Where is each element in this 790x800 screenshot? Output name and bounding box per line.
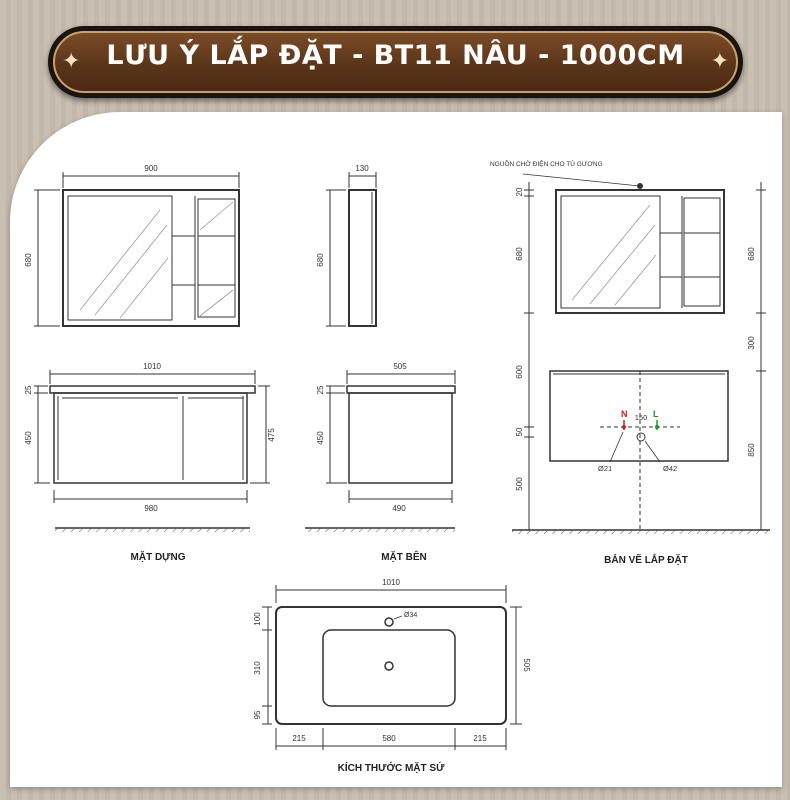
label-front-view: MẶT DỰNG (130, 552, 186, 563)
dim-drain-large: Ø42 (663, 464, 678, 473)
dim-basin-back-margin: 100 (253, 612, 262, 626)
dim-install-mirror-height: 680 (515, 247, 524, 261)
tap-hole (385, 618, 393, 626)
dim-basin-left-margin: 215 (292, 734, 306, 743)
label-basin-top: KÍCH THƯỚC MẶT SỨ (337, 763, 445, 774)
front-view (34, 172, 270, 532)
dim-basin-right-margin: 215 (473, 734, 487, 743)
front-cabinet-body (54, 393, 247, 483)
dim-basin-depth: 505 (522, 658, 531, 672)
dim-tap-hole: Ø34 (404, 612, 418, 619)
power-note: NGUỒN CHỜ ĐIỆN CHO TỦ GƯƠNG (490, 161, 603, 168)
label-side-view: MẶT BÊN (381, 552, 427, 563)
dim-basin-front-margin: 95 (253, 710, 262, 720)
basin-drain (385, 662, 393, 670)
dim-front-top-thickness: 25 (24, 385, 33, 395)
dim-front-bottom-width: 980 (144, 504, 158, 513)
dim-install-floor-gap: 500 (515, 477, 524, 491)
basin-bowl (323, 630, 455, 706)
install-view (512, 174, 770, 534)
dim-install-gap-top: 20 (515, 187, 524, 197)
side-basin-top (347, 386, 455, 393)
dim-side-body-height: 450 (316, 431, 325, 445)
dim-front-mirror-height: 680 (24, 253, 33, 267)
side-cabinet-body (349, 393, 452, 483)
dim-side-mirror-depth: 130 (355, 164, 369, 173)
cold-pipe-label: L (653, 409, 659, 419)
dim-front-mirror-width: 900 (144, 164, 158, 173)
dim-pipe-spacing: 150 (634, 413, 648, 422)
dim-basin-bowl-depth: 310 (253, 661, 262, 675)
sparkle-icon-right: ✦ (710, 48, 729, 73)
dim-side-mirror-height: 680 (316, 253, 325, 267)
page-title: LƯU Ý LẮP ĐẶT - BT11 NÂU - 1000CM (106, 40, 685, 71)
hot-pipe-label: N (621, 409, 628, 419)
dim-install-mirror-height-right: 680 (747, 247, 756, 261)
basin-top-view (262, 585, 522, 750)
dim-side-cabinet-depth: 505 (393, 362, 407, 371)
dim-side-top-thickness: 25 (316, 385, 325, 395)
dim-install-gap: 600 (515, 365, 524, 379)
dim-front-total-height: 475 (267, 428, 276, 442)
dim-basin-bowl-width: 580 (382, 734, 396, 743)
dim-front-body-height: 450 (24, 431, 33, 445)
sparkle-icon-left: ✦ (62, 48, 81, 73)
dim-install-pipe-offset: 50 (515, 427, 524, 437)
install-mirror-cabinet (556, 190, 724, 313)
side-view (305, 172, 455, 532)
dim-side-bottom-depth: 490 (392, 504, 406, 513)
front-basin-top (50, 386, 255, 393)
label-install-view: BẢN VẼ LẮP ĐẶT (604, 555, 688, 566)
dim-drain-small: Ø21 (598, 464, 613, 473)
drain-hole (637, 433, 645, 441)
dim-basin-width: 1010 (382, 578, 400, 587)
dim-install-total-height: 850 (747, 443, 756, 457)
dim-front-cabinet-width: 1010 (143, 362, 161, 371)
dim-install-gap-right: 300 (747, 336, 756, 350)
